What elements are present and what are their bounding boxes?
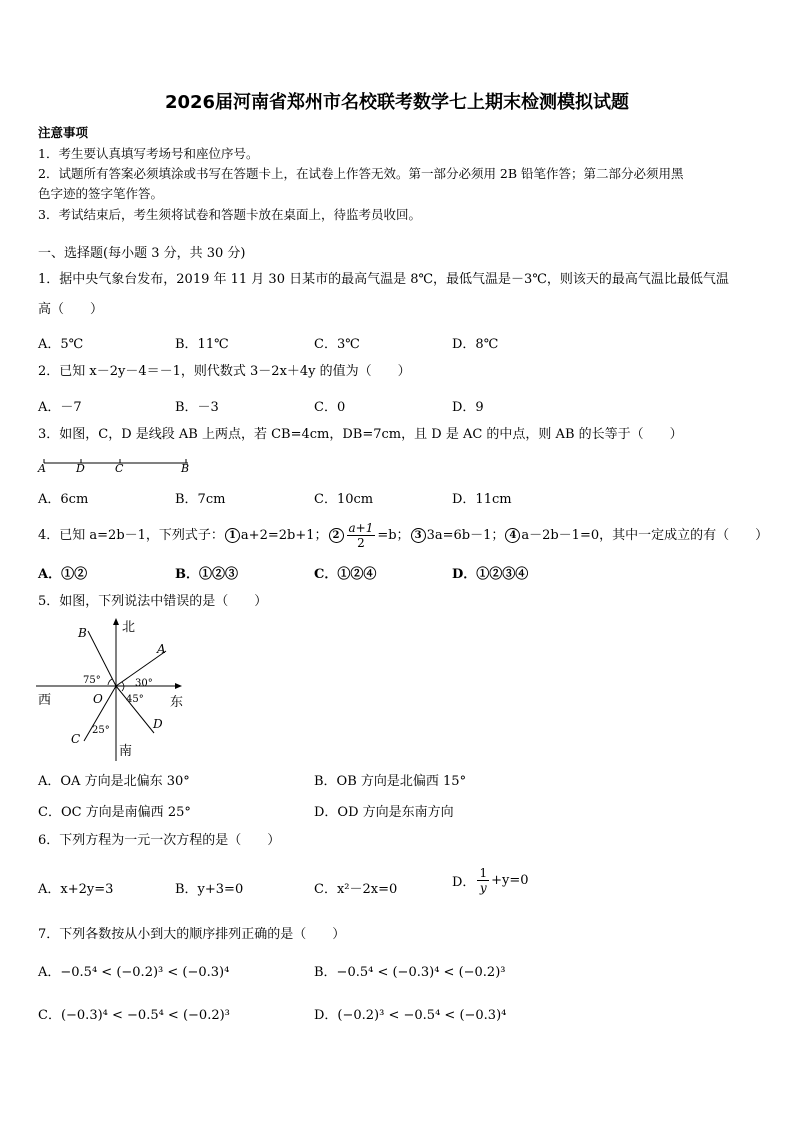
notes-heading: 注意事项 xyxy=(38,125,89,140)
angle-label-30: 30° xyxy=(135,678,153,689)
q2-option-b[interactable]: B．－3 xyxy=(175,400,219,415)
q7-option-a[interactable]: A．−0.5⁴ < (−0.2)³ < (−0.3)⁴ xyxy=(38,965,230,980)
point-label-b: B xyxy=(78,626,87,640)
circle-num-4: 4 xyxy=(505,528,520,543)
point-label-b: B xyxy=(181,462,190,475)
q6-option-b[interactable]: B．y+3=0 xyxy=(175,882,244,897)
angle-arc xyxy=(108,679,112,685)
q4-fraction xyxy=(347,521,376,550)
q5-option-a[interactable]: A．OA 方向是北偏东 30° xyxy=(38,774,190,789)
q6-option-d[interactable] xyxy=(452,866,528,895)
q3-option-b[interactable]: B．7cm xyxy=(175,492,226,507)
circle-num-3: 3 xyxy=(411,528,426,543)
angle-label-75: 75° xyxy=(83,675,101,686)
point-label-d: D xyxy=(76,462,85,475)
q5-option-c[interactable]: C．OC 方向是南偏西 25° xyxy=(38,805,191,820)
q4-option-d[interactable]: D．①②③④ xyxy=(452,567,529,582)
q7-option-b[interactable]: B．−0.5⁴ < (−0.3)⁴ < (−0.2)³ xyxy=(314,965,506,980)
north-label: 北 xyxy=(122,620,136,635)
point-label-c: C xyxy=(115,462,124,475)
note-item: 3．考试结束后，考生须将试卷和答题卡放在桌面上，待监考员收回。 xyxy=(38,207,421,222)
east-label: 东 xyxy=(170,695,184,710)
point-label-d: D xyxy=(153,717,163,731)
point-label-a: A xyxy=(38,462,46,475)
q2-option-c[interactable]: C．0 xyxy=(314,400,346,415)
note-item: 色字迹的签字笔作答。 xyxy=(38,186,164,201)
q7-option-d[interactable]: D．(−0.2)³ < −0.5⁴ < (−0.3)⁴ xyxy=(314,1008,507,1023)
point-label-a: A xyxy=(157,642,166,656)
q3-stem: 3．如图，C，D 是线段 AB 上两点，若 CB=4cm，DB=7cm，且 D 是 AC 的中点，则 AB 的长等于（ ） xyxy=(38,427,683,442)
q6-option-d-suffix: +y=0 xyxy=(491,873,529,888)
fraction-denominator: y xyxy=(479,881,487,895)
q6-fraction xyxy=(477,866,489,895)
q3-option-d[interactable]: D．11cm xyxy=(452,492,512,507)
q5-option-b[interactable]: B．OB 方向是北偏西 15° xyxy=(314,774,467,789)
point-label-c: C xyxy=(71,732,81,746)
fraction-numerator: 1 xyxy=(479,866,488,880)
q1-stem-cont: 高（ ） xyxy=(38,302,104,317)
angle-arc xyxy=(122,682,124,686)
q3-option-a[interactable]: A．6cm xyxy=(38,492,89,507)
east-arrow-icon xyxy=(175,683,182,689)
q5-compass-figure xyxy=(36,615,196,763)
q6-stem: 6．下列方程为一元一次方程的是（ ） xyxy=(38,833,281,848)
q1-option-d[interactable]: D．8℃ xyxy=(452,337,499,352)
south-label: 南 xyxy=(119,744,133,759)
q4-statement-2: =b； xyxy=(377,527,410,543)
q1-option-a[interactable]: A．5℃ xyxy=(38,337,84,352)
circle-num-2: 2 xyxy=(329,528,344,543)
q4-stem xyxy=(38,521,768,550)
q1-option-b[interactable]: B．11℃ xyxy=(175,337,229,352)
angle-label-25: 25° xyxy=(92,725,110,736)
note-item: 2．试题所有答案必须填涂或书写在答题卡上，在试卷上作答无效。第一部分必须用 2B 铅笔作答；第二部分必须用黑 xyxy=(38,166,684,181)
q4-option-a[interactable]: A．①② xyxy=(38,567,88,582)
q4-stem-intro: 4．已知 a=2b－1，下列式子： xyxy=(38,527,224,543)
q1-stem: 1．据中央气象台发布，2019 年 11 月 30 日某市的最高气温是 8℃，最低气温是－3℃，则该天的最高气温比最低气温 xyxy=(38,272,729,287)
q4-option-b[interactable]: B．①②③ xyxy=(175,567,238,582)
q6-option-d-prefix: D． xyxy=(452,875,476,890)
angle-label-45: 45° xyxy=(126,694,144,705)
q4-statement-3: 3a=6b－1； xyxy=(426,527,505,543)
q2-option-d[interactable]: D．9 xyxy=(452,400,484,415)
q3-option-c[interactable]: C．10cm xyxy=(314,492,374,507)
circle-num-1: 1 xyxy=(225,528,240,543)
fraction-numerator: a+1 xyxy=(348,521,374,535)
fraction-denominator: 2 xyxy=(357,536,365,550)
angle-arc xyxy=(122,686,124,691)
q5-stem: 5．如图，下列说法中错误的是（ ） xyxy=(38,594,268,609)
q2-stem: 2．已知 x－2y－4＝－1，则代数式 3－2x＋4y 的值为（ ） xyxy=(38,364,411,379)
q4-option-c[interactable]: C．①②④ xyxy=(314,567,377,582)
q7-option-c[interactable]: C．(−0.3)⁴ < −0.5⁴ < (−0.2)³ xyxy=(38,1008,230,1023)
note-item: 1．考生要认真填写考场号和座位序号。 xyxy=(38,146,259,161)
section-heading: 一、选择题(每小题 3 分，共 30 分) xyxy=(38,246,246,261)
page-title: 2026届河南省郑州市名校联考数学七上期末检测模拟试题 xyxy=(164,92,630,113)
q3-segment-figure xyxy=(36,452,196,476)
q1-option-c[interactable]: C．3℃ xyxy=(314,337,360,352)
west-label: 西 xyxy=(38,693,52,708)
q6-option-c[interactable]: C．x²－2x=0 xyxy=(314,882,398,897)
q4-statement-1: a+2=2b+1； xyxy=(240,527,328,543)
point-label-o: O xyxy=(93,692,103,706)
north-arrow-icon xyxy=(113,618,119,625)
q5-option-d[interactable]: D．OD 方向是东南方向 xyxy=(314,805,454,820)
q4-statement-4: a－2b－1=0，其中一定成立的有（ ） xyxy=(521,527,769,543)
q6-option-a[interactable]: A．x+2y=3 xyxy=(38,882,114,897)
q2-option-a[interactable]: A．－7 xyxy=(38,400,82,415)
q7-stem: 7．下列各数按从小到大的顺序排列正确的是（ ） xyxy=(38,927,346,942)
